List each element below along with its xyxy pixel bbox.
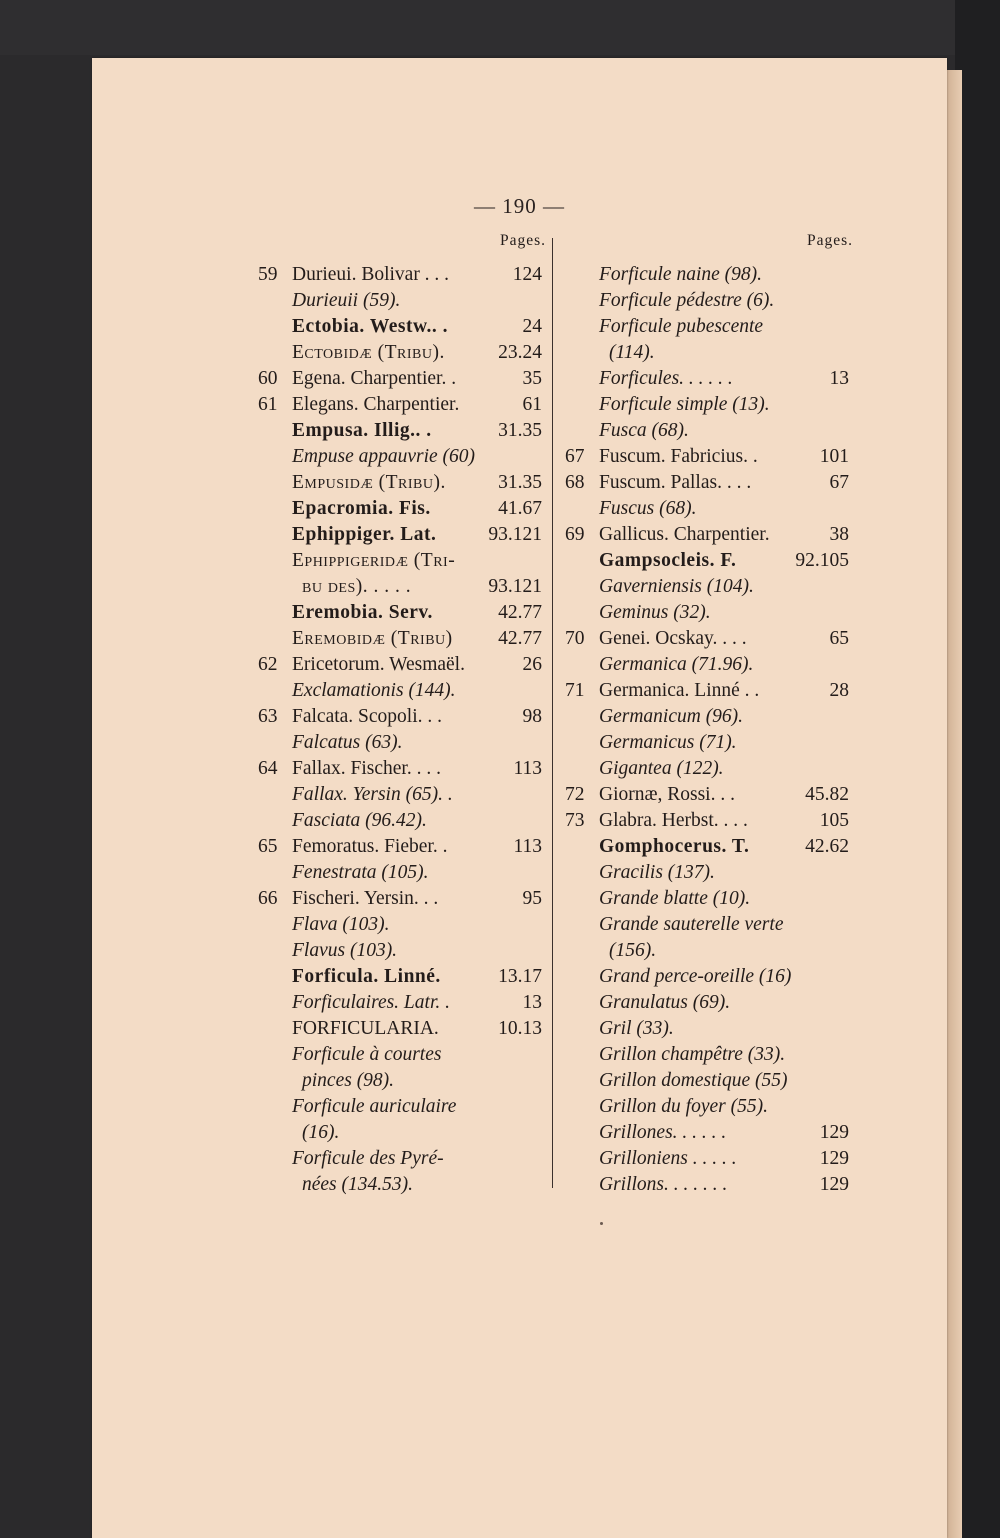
entry-text: Forficule simple (13). <box>599 394 770 415</box>
entry-page: 31.35 <box>498 420 542 441</box>
index-entry <box>565 1042 855 1068</box>
entry-text: bu des). . . . . <box>302 576 412 597</box>
index-entry <box>565 1068 855 1094</box>
entry-text: Grande sauterelle verte <box>599 914 784 935</box>
index-entry <box>258 652 548 678</box>
entry-text: nées (134.53). <box>302 1174 414 1195</box>
index-entry <box>565 886 855 912</box>
entry-text: Falcatus (63). <box>292 732 403 753</box>
entry-text: Forficule pédestre (6). <box>599 290 775 311</box>
index-entry <box>565 1146 855 1172</box>
index-entry <box>258 808 548 834</box>
index-entry <box>258 314 548 340</box>
entry-text: FORFICULARIA. <box>292 1018 439 1039</box>
entry-list <box>258 262 548 1198</box>
index-entry <box>565 730 855 756</box>
entry-text: Grillons. . . . . . . <box>599 1174 728 1195</box>
index-entry <box>565 756 855 782</box>
ink-speck <box>600 1222 603 1225</box>
index-entry <box>565 1172 855 1198</box>
entry-page: 124 <box>512 264 542 285</box>
entry-text: (156). <box>609 940 657 961</box>
index-entry <box>565 288 855 314</box>
index-entry <box>565 548 855 574</box>
entry-text: Ephippiger. Lat. <box>292 524 437 545</box>
index-entry <box>565 808 855 834</box>
entry-text: Empuse appauvrie (60) <box>292 446 476 467</box>
entry-page: 26 <box>522 654 542 675</box>
index-column-left <box>258 232 548 1198</box>
index-entry <box>565 340 855 366</box>
entry-page: 113 <box>513 758 542 779</box>
index-entry <box>565 990 855 1016</box>
entry-text: Exclamationis (144). <box>292 680 456 701</box>
entry-page: 93.121 <box>488 576 542 597</box>
entry-text: Forficula. Linné. <box>292 966 441 987</box>
index-entry <box>258 392 548 418</box>
index-entry <box>258 782 548 808</box>
index-entry <box>258 1094 548 1120</box>
entry-page: 113 <box>513 836 542 857</box>
entry-number: 70 <box>565 628 585 649</box>
entry-number: 68 <box>565 472 585 493</box>
entry-number: 62 <box>258 654 278 675</box>
entry-page: 67 <box>829 472 849 493</box>
index-entry <box>258 262 548 288</box>
entry-text: Eremobia. Serv. <box>292 602 433 623</box>
entry-text: Gomphocerus. T. <box>599 836 750 857</box>
index-entry <box>565 366 855 392</box>
entry-page: 65 <box>829 628 849 649</box>
entry-number: 72 <box>565 784 585 805</box>
entry-text: Empusidæ (Tribu). <box>292 472 446 493</box>
entry-page: 42.62 <box>805 836 849 857</box>
entry-number: 67 <box>565 446 585 467</box>
entry-number: 65 <box>258 836 278 857</box>
entry-text: Ectobidæ (Tribu). <box>292 342 445 363</box>
entry-text: Femoratus. Fieber. . <box>292 836 448 857</box>
index-entry <box>258 1016 548 1042</box>
entry-text: Grillones. . . . . . <box>599 1122 727 1143</box>
entry-text: Fenestrata (105). <box>292 862 429 883</box>
entry-text: Flavus (103). <box>292 940 398 961</box>
entry-text: Ericetorum. Wesmaël. <box>292 654 465 675</box>
index-entry <box>565 1016 855 1042</box>
index-entry <box>258 366 548 392</box>
entry-text: Ectobia. Westw.. . <box>292 316 448 337</box>
index-entry <box>258 574 548 600</box>
entry-text: Forficule naine (98). <box>599 264 762 285</box>
index-entry <box>565 652 855 678</box>
entry-page: 38 <box>829 524 849 545</box>
entry-page: 105 <box>819 810 849 831</box>
entry-number: 64 <box>258 758 278 779</box>
entry-number: 73 <box>565 810 585 831</box>
entry-page: 93.121 <box>488 524 542 545</box>
entry-text: Gampsocleis. F. <box>599 550 737 571</box>
index-entry <box>258 860 548 886</box>
entry-number: 60 <box>258 368 278 389</box>
entry-number: 63 <box>258 706 278 727</box>
index-entry <box>258 1042 548 1068</box>
entry-text: Durieuii (59). <box>292 290 401 311</box>
entry-text: Egena. Charpentier. . <box>292 368 457 389</box>
entry-text: Fuscum. Pallas. . . . <box>599 472 752 493</box>
entry-text: Forficule pubescente <box>599 316 764 337</box>
index-entry <box>565 314 855 340</box>
entry-text: Epacromia. Fis. <box>292 498 431 519</box>
index-entry <box>565 1094 855 1120</box>
entry-text: Eremobidæ (Tribu) <box>292 628 453 649</box>
entry-text: Germanicus (71). <box>599 732 737 753</box>
entry-text: Grand perce-oreille (16) <box>599 966 792 987</box>
entry-page: 95 <box>522 888 542 909</box>
index-entry <box>565 626 855 652</box>
entry-text: Elegans. Charpentier. <box>292 394 460 415</box>
entry-text: Falcata. Scopoli. . . <box>292 706 443 727</box>
index-entry <box>565 496 855 522</box>
index-entry <box>565 262 855 288</box>
index-entry <box>258 938 548 964</box>
entry-page: 129 <box>819 1174 849 1195</box>
entry-text: Forficules. . . . . . <box>599 368 733 389</box>
entry-page: 45.82 <box>805 784 849 805</box>
entry-page: 28 <box>829 680 849 701</box>
index-entry <box>258 886 548 912</box>
entry-page: 35 <box>522 368 542 389</box>
entry-page: 41.67 <box>498 498 542 519</box>
index-entry <box>565 444 855 470</box>
entry-text: Genei. Ocskay. . . . <box>599 628 747 649</box>
index-entry <box>258 522 548 548</box>
entry-text: Gallicus. Charpentier. <box>599 524 770 545</box>
entry-text: Grillon champêtre (33). <box>599 1044 786 1065</box>
entry-text: Fusca (68). <box>599 420 689 441</box>
index-entry <box>258 834 548 860</box>
entry-page: 92.105 <box>795 550 849 571</box>
entry-number: 66 <box>258 888 278 909</box>
entry-page: 42.77 <box>498 628 542 649</box>
entry-text: (16). <box>302 1122 340 1143</box>
entry-text: Durieui. Bolivar . . . <box>292 264 450 285</box>
entry-page: 98 <box>522 706 542 727</box>
entry-text: Fischeri. Yersin. . . <box>292 888 439 909</box>
pages-header: Pages. <box>806 232 853 249</box>
index-entry <box>565 392 855 418</box>
index-entry <box>258 418 548 444</box>
index-entry <box>258 626 548 652</box>
index-entry <box>565 912 855 938</box>
entry-text: Flava (103). <box>292 914 390 935</box>
index-entry <box>258 1146 548 1172</box>
entry-text: (114). <box>609 342 655 363</box>
entry-text: Gril (33). <box>599 1018 674 1039</box>
index-entry <box>565 782 855 808</box>
index-entry <box>258 340 548 366</box>
entry-text: Granulatus (69). <box>599 992 731 1013</box>
index-entry <box>258 1120 548 1146</box>
scan-background-top <box>0 0 1000 55</box>
index-entry <box>565 938 855 964</box>
entry-page: 42.77 <box>498 602 542 623</box>
entry-text: Fallax. Fischer. . . . <box>292 758 441 779</box>
entry-text: Fasciata (96.42). <box>292 810 427 831</box>
entry-page: 13 <box>829 368 849 389</box>
index-entry <box>258 1172 548 1198</box>
entry-text: Forficule auriculaire <box>292 1096 457 1117</box>
index-entry <box>258 470 548 496</box>
index-entry <box>258 756 548 782</box>
index-entry <box>258 730 548 756</box>
index-entry <box>258 1068 548 1094</box>
entry-text: Gracilis (137). <box>599 862 715 883</box>
entry-text: Grillon du foyer (55). <box>599 1096 768 1117</box>
entry-text: Forficule à courtes <box>292 1044 442 1065</box>
index-entry <box>565 600 855 626</box>
index-entry <box>565 964 855 990</box>
entry-number: 59 <box>258 264 278 285</box>
index-entry <box>258 964 548 990</box>
entry-text: Fallax. Yersin (65). . <box>292 784 453 805</box>
entry-text: Giornæ, Rossi. . . <box>599 784 735 805</box>
entry-text: Germanicum (96). <box>599 706 744 727</box>
entry-text: pinces (98). <box>302 1070 395 1091</box>
column-divider <box>552 238 553 1188</box>
entry-text: Geminus (32). <box>599 602 711 623</box>
index-entry <box>565 1120 855 1146</box>
entry-text: Gaverniensis (104). <box>599 576 754 597</box>
entry-text: Forficulaires. Latr. . <box>292 992 450 1013</box>
pages-header: Pages. <box>499 232 546 249</box>
index-entry <box>565 574 855 600</box>
entry-number: 61 <box>258 394 278 415</box>
index-entry <box>565 704 855 730</box>
entry-text: Glabra. Herbst. . . . <box>599 810 748 831</box>
index-column-right <box>565 232 855 1198</box>
index-entry <box>258 288 548 314</box>
entry-text: Grande blatte (10). <box>599 888 751 909</box>
index-entry <box>258 704 548 730</box>
index-entry <box>258 912 548 938</box>
index-entry <box>565 470 855 496</box>
entry-page: 13.17 <box>498 966 542 987</box>
entry-text: Grillon domestique (55) <box>599 1070 788 1091</box>
index-entry <box>258 444 548 470</box>
index-entry <box>258 678 548 704</box>
index-entry <box>565 860 855 886</box>
entry-page: 31.35 <box>498 472 542 493</box>
index-entry <box>565 834 855 860</box>
entry-number: 71 <box>565 680 585 701</box>
page-number: — 190 — <box>474 194 565 218</box>
entry-list <box>565 262 855 1198</box>
entry-page: 129 <box>819 1122 849 1143</box>
entry-number: 69 <box>565 524 585 545</box>
entry-page: 13 <box>522 992 542 1013</box>
entry-text: Ephippigeridæ (Tri- <box>292 550 456 571</box>
entry-page: 24 <box>522 316 542 337</box>
entry-text: Fuscus (68). <box>599 498 697 519</box>
index-entry <box>565 678 855 704</box>
index-entry <box>258 496 548 522</box>
entry-page: 23.24 <box>498 342 542 363</box>
entry-page: 101 <box>819 446 849 467</box>
entry-text: Germanica. Linné . . <box>599 680 760 701</box>
entry-page: 129 <box>819 1148 849 1169</box>
index-entry <box>258 548 548 574</box>
entry-text: Empusa. Illig.. . <box>292 420 432 441</box>
entry-text: Forficule des Pyré- <box>292 1148 444 1169</box>
entry-text: Fuscum. Fabricius. . <box>599 446 758 467</box>
entry-text: Gigantea (122). <box>599 758 724 779</box>
index-entry <box>565 418 855 444</box>
index-entry <box>565 522 855 548</box>
index-entry <box>258 600 548 626</box>
entry-page: 10.13 <box>498 1018 542 1039</box>
entry-text: Germanica (71.96). <box>599 654 754 675</box>
index-entry <box>258 990 548 1016</box>
entry-page: 61 <box>522 394 542 415</box>
entry-text: Grilloniens . . . . . <box>599 1148 737 1169</box>
